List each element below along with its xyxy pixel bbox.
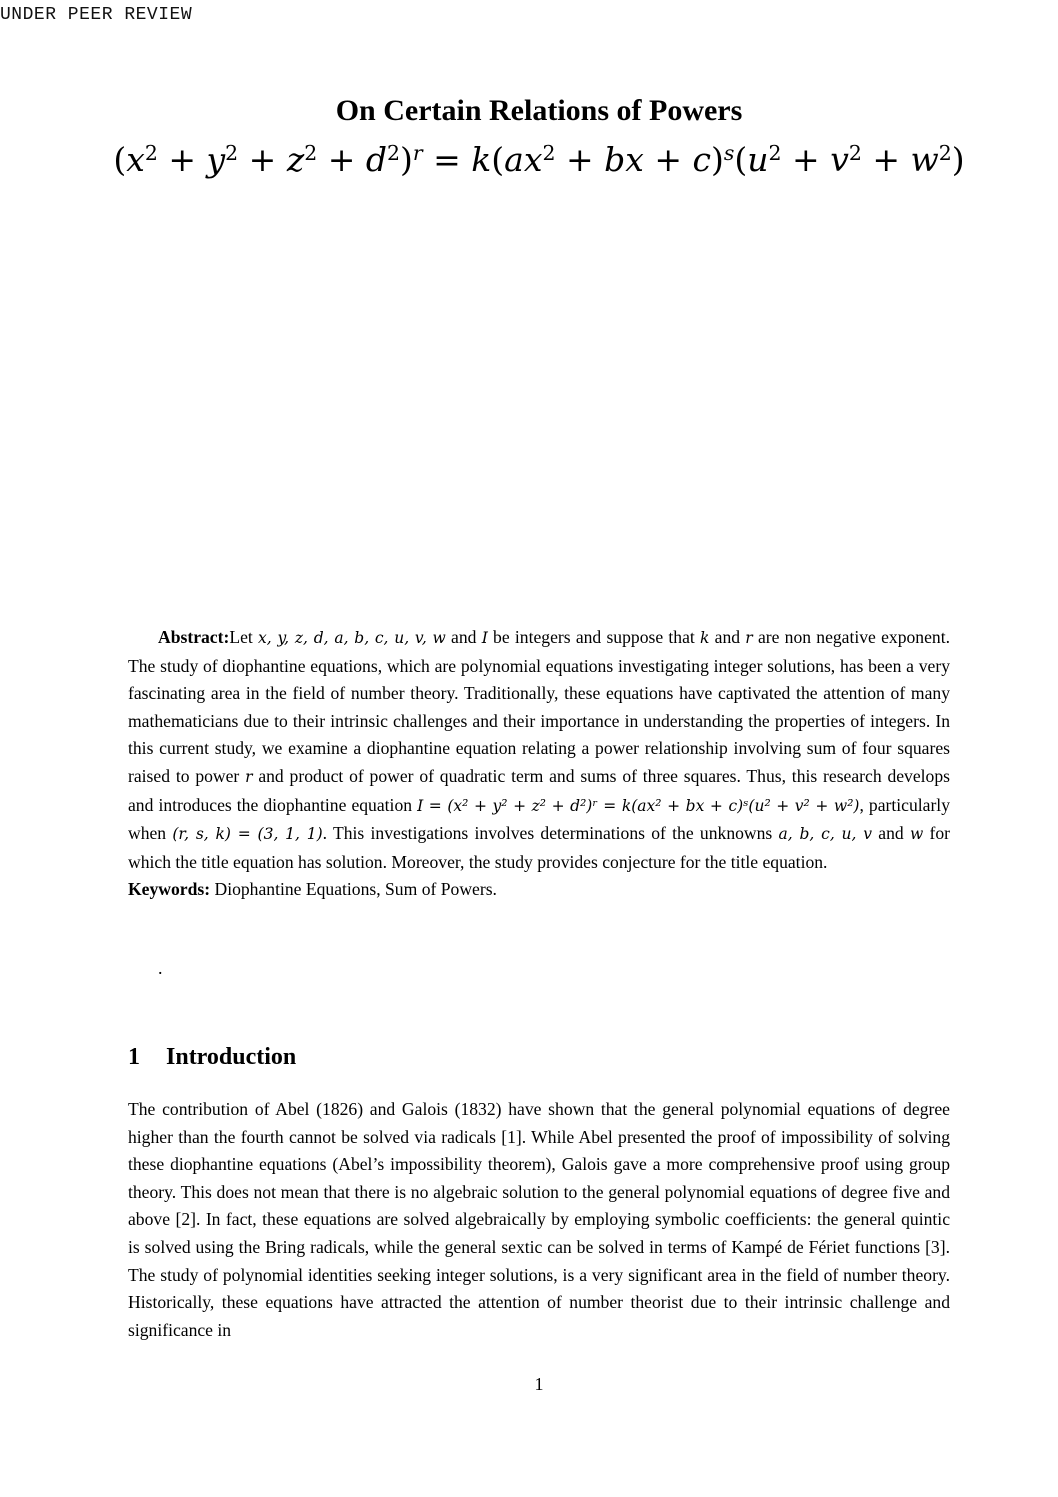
keywords-line [128, 876, 950, 904]
inline-condition: (r, s, k) = (3, 1, 1) [172, 825, 323, 844]
stray-dot: . [158, 958, 163, 978]
abstract-label: Abstract: [158, 627, 230, 647]
introduction-paragraph: The contribution of Abel (1826) and Galois (1832) have shown that the general polynomial equations of degree higher than the fourth cannot be solved via radicals [1]. While Abel presented the proof of impossibility of solving these diophantine equations (Abel’s impossibility theorem), Galois gave a more comprehensive proof using group theory. This does not mean that there is no algebraic solution to the general polynomial equations of degree five and above [2]. In fact, these equations are solved algebraically by employing symbolic coefficients: the general quintic is solved using the Bring radicals, while the general sextic can be solved in terms of Kampé de Fériet functions [3]. The study of polynomial identities seeking integer solutions, is a very significant area in the field of number theory. Historically, these equations have attracted the attention of number theorist due to their intrinsic challenge and significance in [128, 1099, 950, 1340]
peer-review-watermark: UNDER PEER REVIEW [0, 5, 193, 25]
title-equation: $(x^2 + y^2 + z^2 + d^2)^r = k(ax^2$ + bx + $c)^s(u^2 + v^2 + w^2)$ [113, 140, 965, 179]
page-number: 1 [534, 1374, 544, 1394]
inline-equation: I = (x² + y² + z² + d²)ʳ = k(ax² + bx + c)ˢ(u² + v² + w²) [417, 796, 860, 815]
abstract-section [128, 624, 950, 904]
paper-title: On Certain Relations of Powers [335, 94, 743, 127]
section-heading [128, 1044, 296, 1071]
keywords-value: Diophantine Equations, Sum of Powers. [210, 879, 497, 900]
abstract-paragraph: Abstract:Let x, y, z, d, a, b, c, u, v, w and I be integers and suppose that k and r are non negative exponent. The study of diophantine equations, which are polynomial equations investigating integer solutions, has been a very fascinating area in the field of number theory. Traditionally, these equations have captivated the attention of many mathematicians due to their intrinsic challenges and their importance in understanding the properties of integers. In this current study, we examine a diophantine equation relating a power relationship involving sum of four squares raised to power r and product of power of quadratic term and sums of three squares. Thus, this research develops and introduces the diophantine equation I = (x² + y² + z² + d²)ʳ = k(ax² + bx + c)ˢ(u² + v² + w²), particularly when (r, s, k) = (3, 1, 1). This investigations involves determinations of the unknowns a, b, c, u, v and w for which the title equation has solution. Moreover, the study provides conjecture for the title equation. [128, 627, 950, 872]
keywords-label: Keywords: [128, 879, 211, 900]
section-number: 1 [128, 1044, 140, 1070]
section-title: Introduction [166, 1044, 297, 1070]
